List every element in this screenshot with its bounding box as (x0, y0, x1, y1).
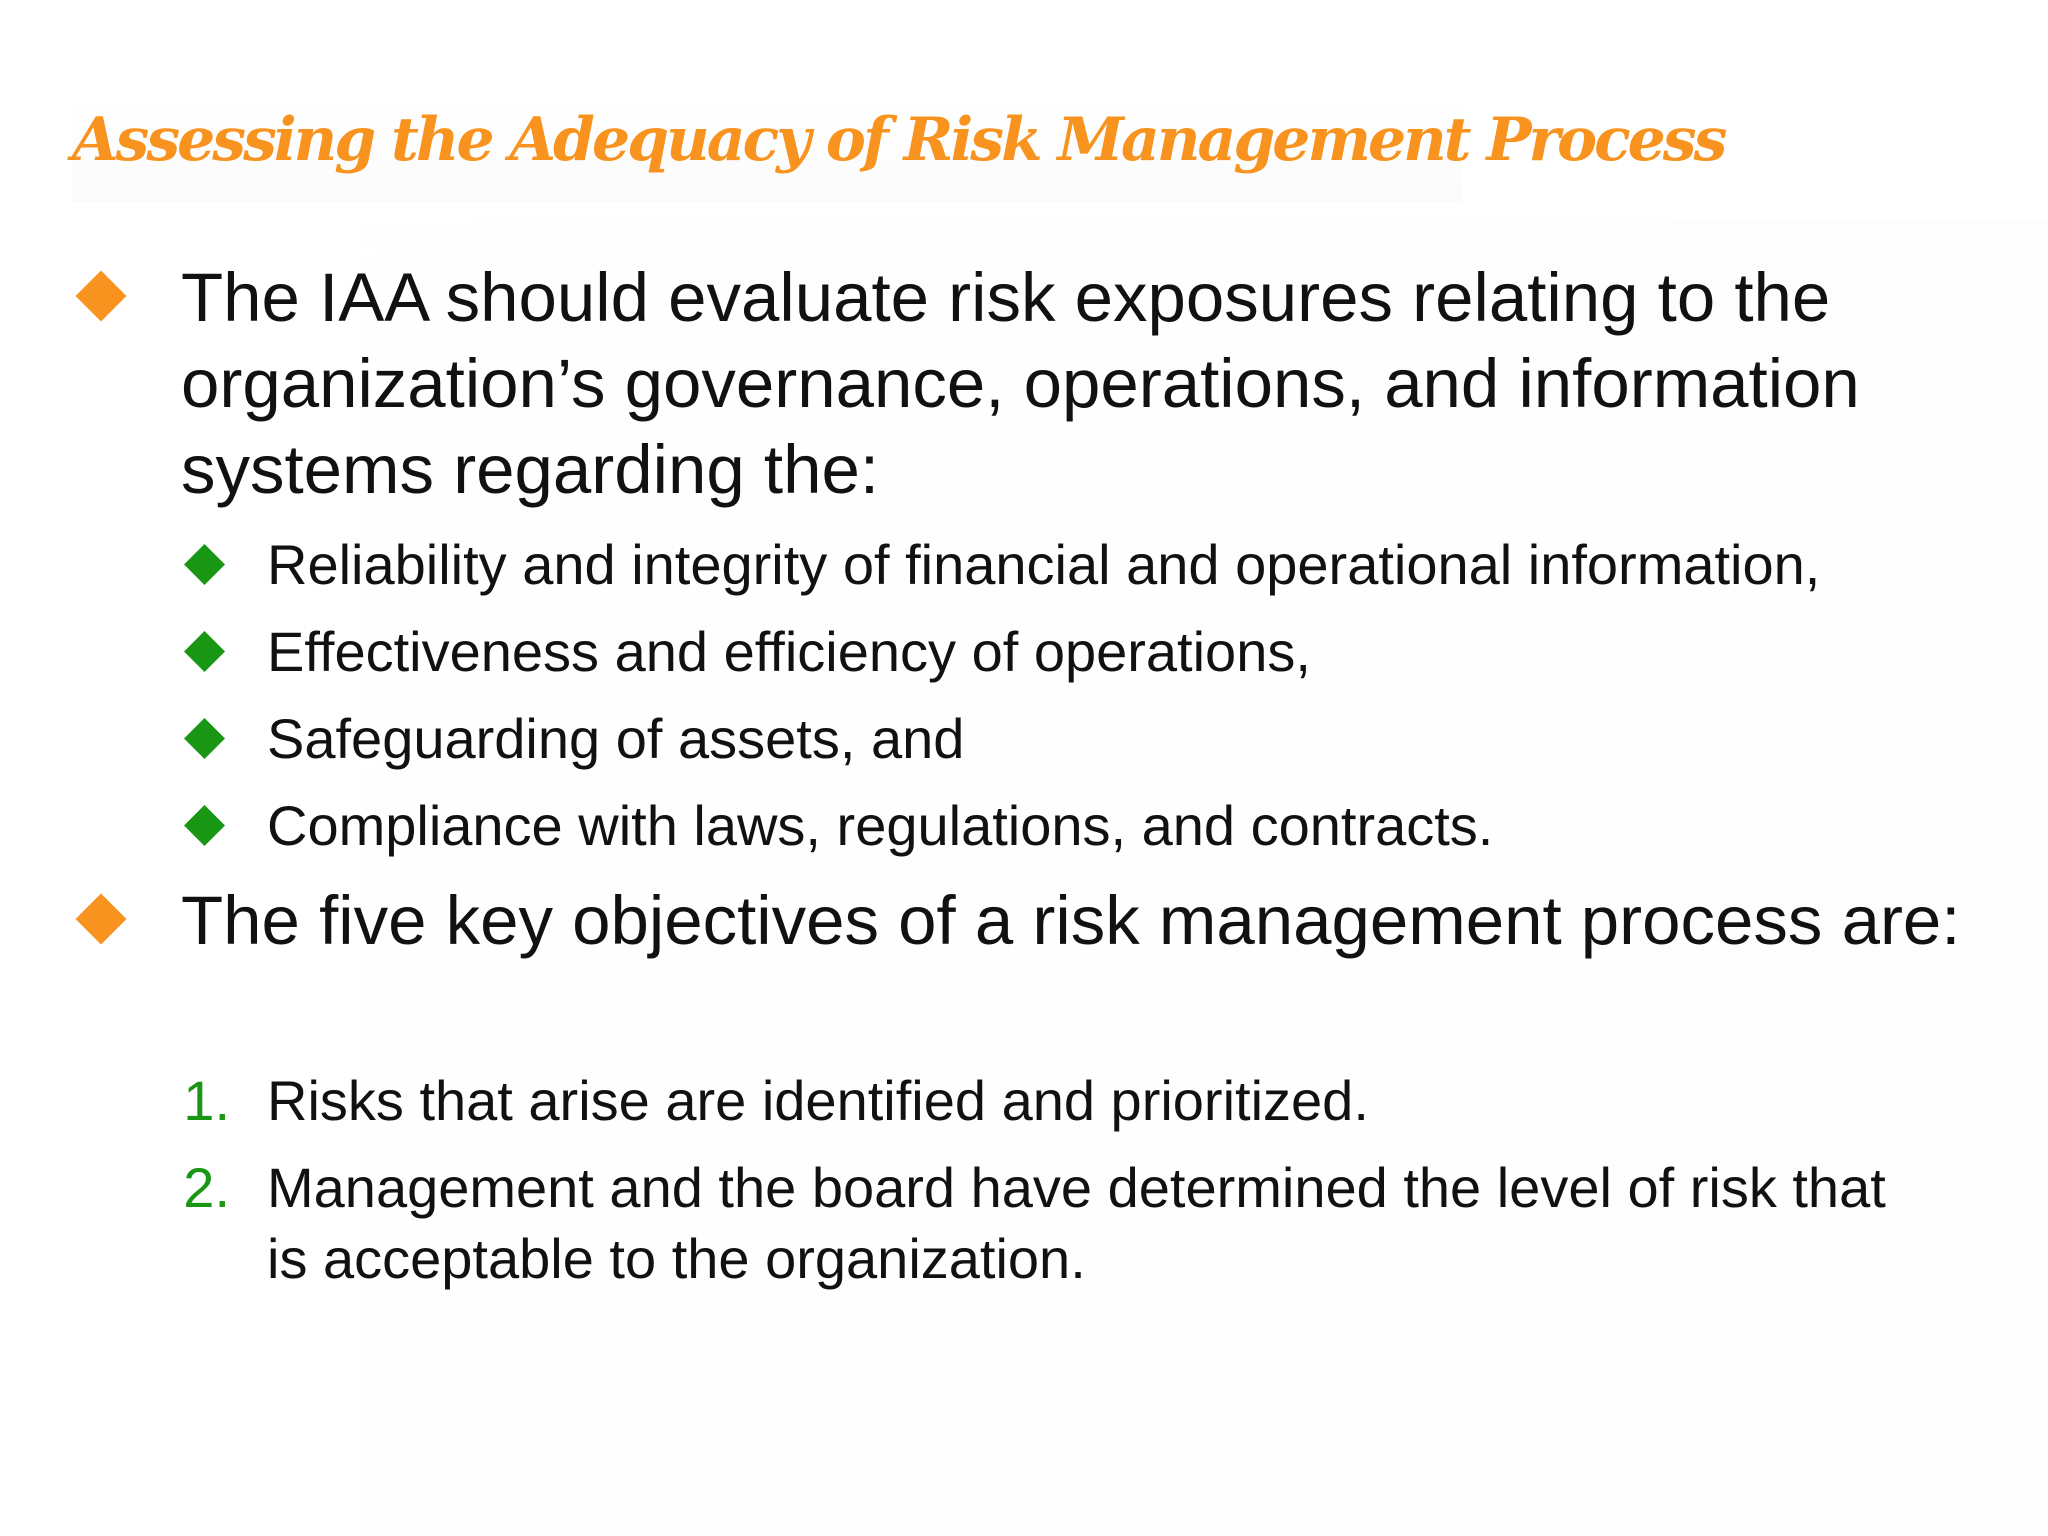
sub-bullet-2-text: Effectiveness and efficiency of operations, (267, 620, 1311, 683)
list-number: 2. (183, 1156, 230, 1219)
bullet-2-text: The five key objectives of a risk management process are: (181, 882, 1961, 959)
list-number: 1. (183, 1069, 230, 1132)
slide-title: Assessing the Adequacy of Risk Management Process (72, 105, 1725, 175)
numbered-item-1-text: Risks that arise are identified and prioritized. (267, 1069, 1369, 1132)
sub-bullet-4-text: Compliance with laws, regulations, and contracts. (267, 794, 1494, 857)
bullet-1-text: The IAA should evaluate risk exposures relating to the organization’s governance, operations, and information systems regarding the: (181, 259, 1860, 508)
sub-bullet-1-text: Reliability and integrity of financial and operational information, (267, 533, 1821, 596)
sub-bullet-3-text: Safeguarding of assets, and (267, 707, 965, 770)
numbered-item-2-text: Management and the board have determined the level of risk that is acceptable to the organization. (267, 1156, 1886, 1290)
